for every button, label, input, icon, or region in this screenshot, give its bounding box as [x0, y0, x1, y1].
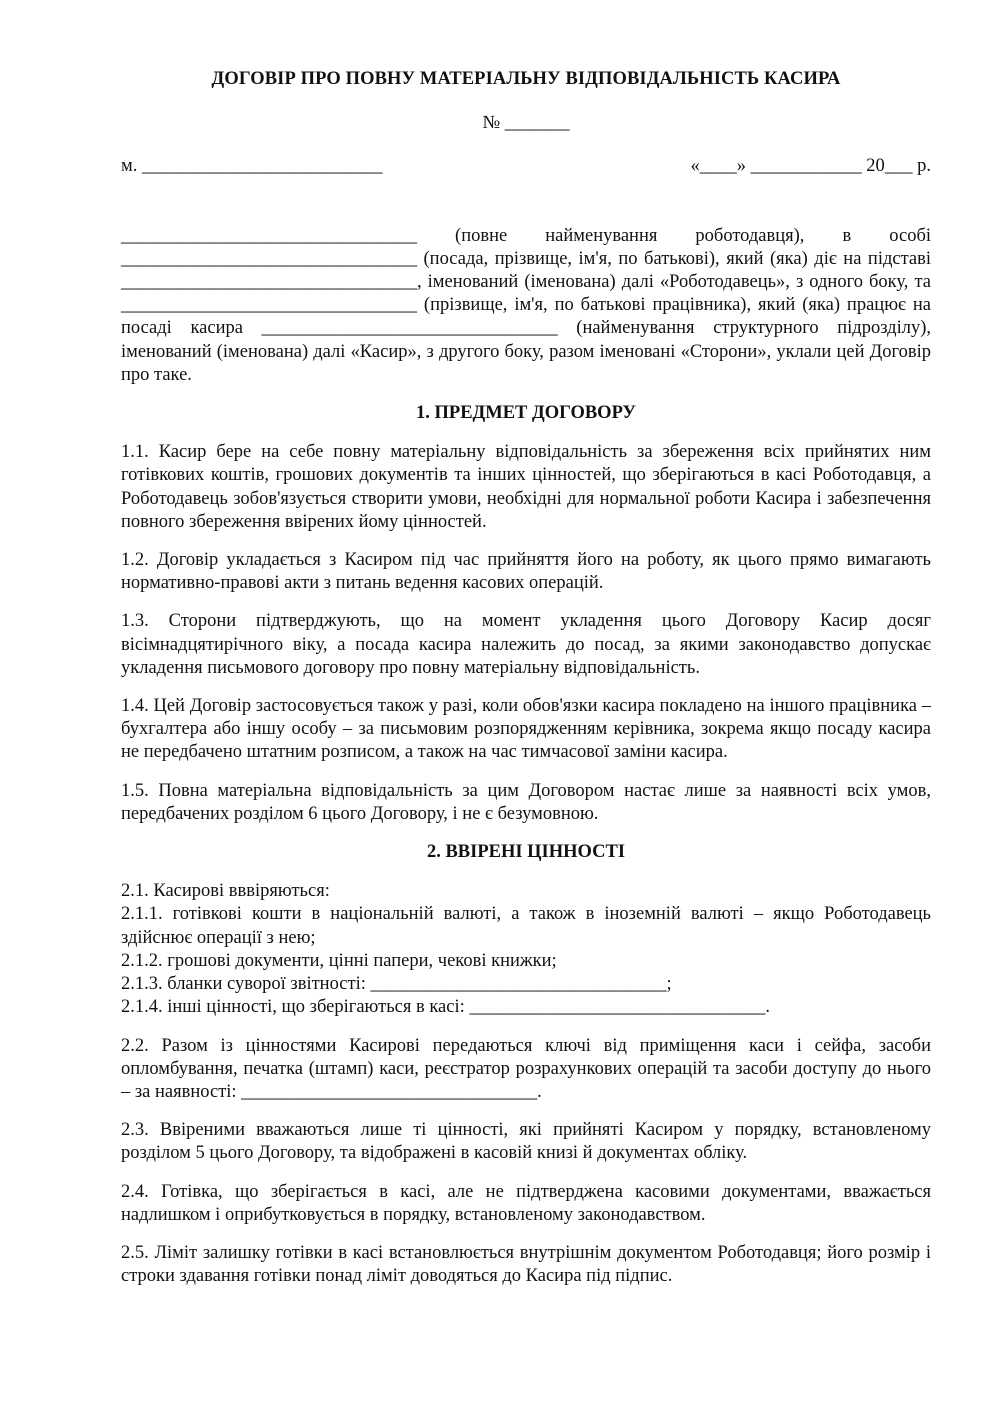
- paragraph-2-1-3: 2.1.3. бланки суворої звітності: ________________________________;: [121, 974, 672, 995]
- entrusted-values-list: [121, 880, 931, 1019]
- section-2-title: 2. ВВІРЕНІ ЦІННОСТІ: [426, 842, 626, 863]
- paragraph-1-5: 1.5. Повна матеріальна відповідальність за цим Договором настає лише за наявності всіх умов, передбачених розділом 6 цього Договору, і не є безумовною.: [121, 780, 931, 824]
- paragraph-2-1: 2.1. Касирові вввіряються:: [121, 881, 330, 902]
- paragraph-1-1: 1.1. Касир бере на себе повну матеріальну відповідальність за збереження всіх прийнятих ним готівкових коштів, грошових документів та інших цінностей, що зберігаються в касі Роботодавця, а Роботодавець зобов'язується створити умови, необхідні для нормальної роботи Касира і забезпечення повного збереження ввірених йому цінностей.: [121, 442, 931, 532]
- paragraph-2-1-1: 2.1.1. готівкові кошти в національній валюті, а також в іноземній валюті – якщо Роботодавець здійснює операції з нею;: [121, 904, 931, 948]
- paragraph-2-1-4: 2.1.4. інші цінності, що зберігаються в касі: ________________________________.: [121, 997, 770, 1018]
- paragraph-2-5: 2.5. Ліміт залишку готівки в касі встановлюється внутрішнім документом Роботодавця; його розмір і строки здавання готівки понад ліміт доводяться до Касира під підпис.: [121, 1242, 931, 1287]
- paragraph-1-2: 1.2. Договір укладається з Касиром під час прийняття його на роботу, як цього прямо вимагають нормативно-правові акти з питань ведення касових операцій.: [121, 550, 931, 594]
- city-date-row: [121, 155, 931, 178]
- document-number: № _______: [482, 113, 570, 134]
- paragraph-2-3: 2.3. Ввіреними вважаються лише ті цінності, які прийняті Касиром у порядку, встановленому розділом 5 цього Договору, та відображені в касовій книзі й документах обліку.: [121, 1120, 931, 1164]
- document-title: ДОГОВІР ПРО ПОВНУ МАТЕРІАЛЬНУ ВІДПОВІДАЛЬНІСТЬ КАСИРА: [211, 69, 841, 89]
- paragraph-2-2: 2.2. Разом із цінностями Касирові передаються ключі від приміщення каси і сейфа, засоби опломбування, печатка (штамп) каси, реєстратор розрахункових операцій та засоби доступу до нього – за наявності: ________________________________.: [121, 1035, 931, 1102]
- city-field: м. __________________________: [121, 156, 383, 177]
- date-field: «____» ____________ 20___ р.: [690, 156, 931, 177]
- paragraph-1-3: 1.3. Сторони підтверджують, що на момент укладення цього Договору Касир досяг вісімнадцятирічного віку, а посада касира належить до посад, за якими законодавство допускає укладення письмового договору про повну матеріальну відповідальність.: [121, 611, 931, 678]
- paragraph-2-1-2: 2.1.2. грошові документи, цінні папери, чекові книжки;: [121, 950, 557, 971]
- parties-paragraph: ________________________________ (повне найменування роботодавця), в особі ________________________________ (посада, прізвище, ім'я, по батькові), який (яка) діє на підставі ________________________________, іменований (іменована) далі «Роботодавець», з одного боку, та ________________________________ (прізвище, ім'я, по батькові працівника), який (яка) працює на посаді касира ________________________________ (найменування структурного підрозділу), іменований (іменована) далі «Касир», з другого боку, разом іменовані «Сторони», уклали цей Договір про таке.: [121, 225, 931, 385]
- paragraph-2-4: 2.4. Готівка, що зберігається в касі, але не підтверджена касовими документами, вважається надлишком і оприбутковується в порядку, встановленому законодавством.: [121, 1181, 931, 1225]
- section-1-title: 1. ПРЕДМЕТ ДОГОВОРУ: [416, 403, 636, 424]
- paragraph-1-4: 1.4. Цей Договір застосовується також у разі, коли обов'язки касира покладено на іншого працівника – бухгалтера або іншу особу – за письмовим розпорядженням керівника, зокрема якщо посаду касира не передбачено штатним розписом, а також на час тимчасової заміни касира.: [121, 696, 931, 763]
